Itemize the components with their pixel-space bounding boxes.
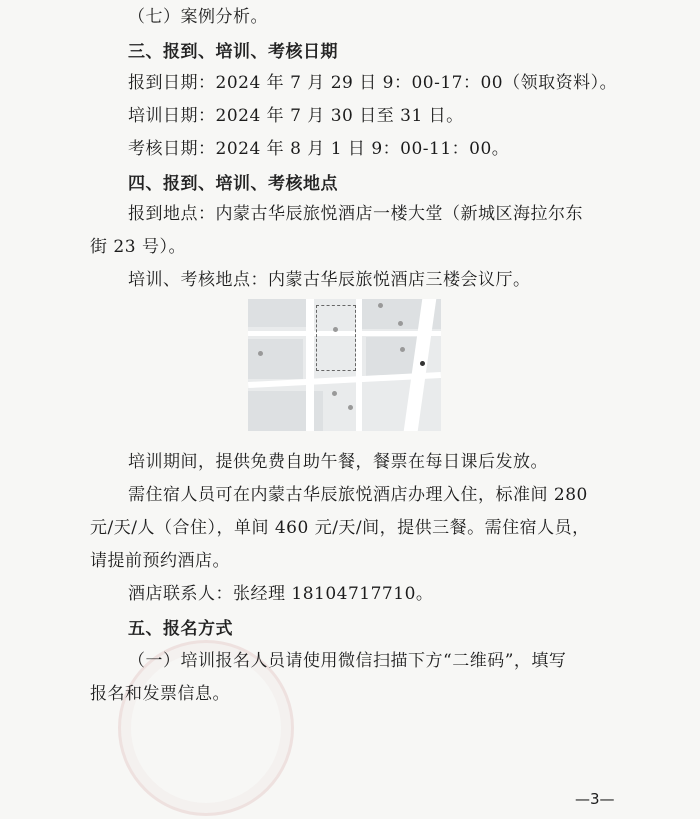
page-number: —3— [575,790,615,808]
hotel-contact: 酒店联系人：张经理 18104717710。 [128,584,434,604]
accommodation-line1: 需住宿人员可在内蒙古华辰旅悦酒店办理入住，标准间 280 [128,485,588,505]
accommodation-line3: 请提前预约酒店。 [90,551,230,571]
location-map-image [248,299,441,431]
training-date: 培训日期：2024 年 7 月 30 日至 31 日。 [128,106,464,126]
section-3-heading: 三、报到、培训、考核日期 [128,42,338,62]
training-location: 培训、考核地点：内蒙古华辰旅悦酒店三楼会议厅。 [128,270,531,290]
signup-method-line1: （一）培训报名人员请使用微信扫描下方“二维码”，填写 [128,651,567,671]
registration-date: 报到日期：2024 年 7 月 29 日 9：00-17：00（领取资料）。 [128,73,618,93]
section-4-heading: 四、报到、培训、考核地点 [128,174,338,194]
exam-date: 考核日期：2024 年 8 月 1 日 9：00-11：00。 [128,139,510,159]
accommodation-line2: 元/天/人（合住），单间 460 元/天/间，提供三餐。需住宿人员， [90,518,590,538]
case-analysis-item: （七）案例分析。 [128,7,268,27]
registration-location-line2: 街 23 号）。 [90,237,186,257]
registration-location-line1: 报到地点：内蒙古华辰旅悦酒店一楼大堂（新城区海拉尔东 [128,204,583,224]
signup-method-line2: 报名和发票信息。 [90,684,230,704]
lunch-info: 培训期间，提供免费自助午餐，餐票在每日课后发放。 [128,452,548,472]
section-5-heading: 五、报名方式 [128,619,233,639]
